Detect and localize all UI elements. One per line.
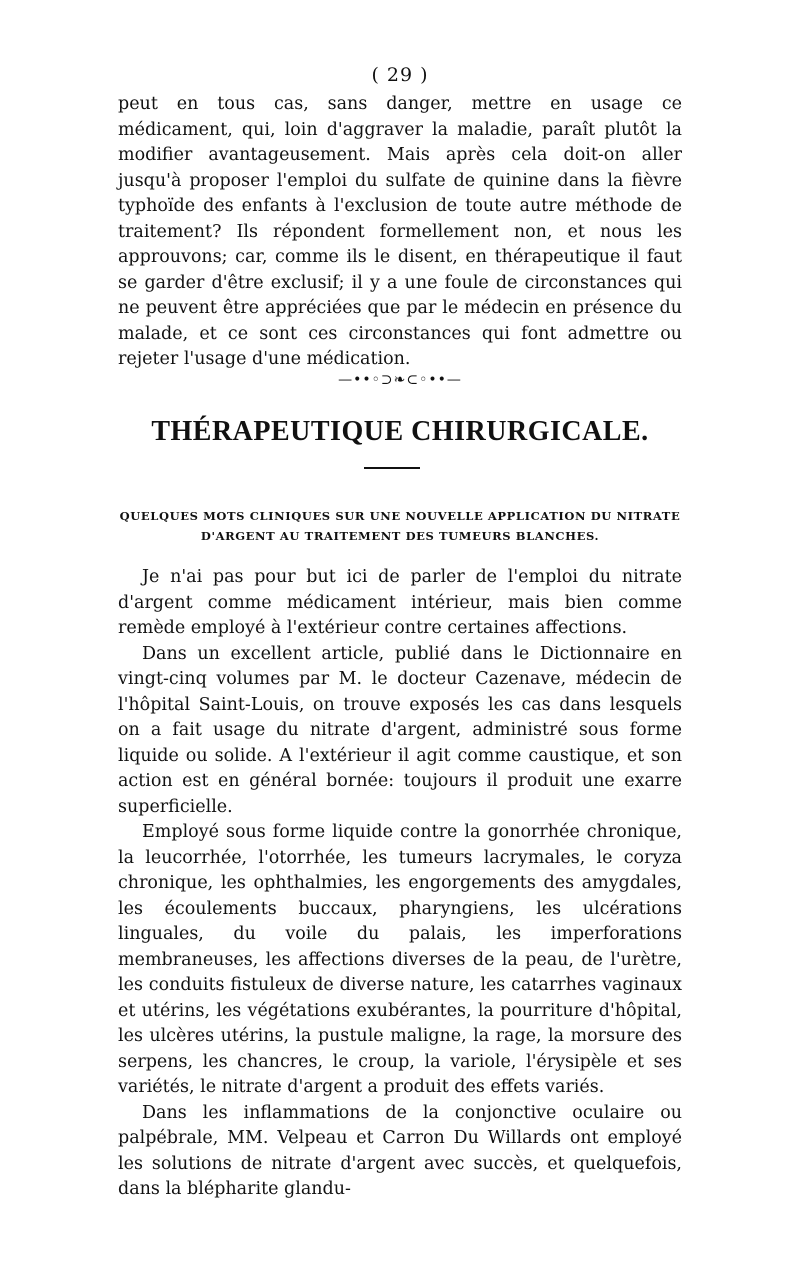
- ornament-divider: —••◦⊃❧⊂◦••—: [338, 372, 462, 388]
- body-paragraph: Employé sous forme liquide contre la gonorrhée chronique, la leucorrhée, l'otorrhée, les tumeurs lacrymales, le coryza chronique, les ophthalmies, les engorgements des amygdales, les écoulements buccaux, pharyngiens, les ulcérations linguales, du voile du palais, les imperforations membraneuses, les affections diverses de la peau, de l'urètre, les conduits fistuleux de diverse nature, les catarrhes vaginaux et utérins, les végétations exubérantes, la pourriture d'hôpital, les ulcères utérins, la pustule maligne, la rage, la morsure des serpens, les chancres, le croup, la variole, l'érysipèle et ses variétés, le nitrate d'argent a produit des effets variés.: [118, 822, 682, 1097]
- subtitle-line: QUELQUES MOTS CLINIQUES SUR UNE NOUVELLE APPLICATION DU NITRATE: [119, 509, 681, 523]
- title-rule: [364, 467, 420, 469]
- article-subtitle: [118, 506, 682, 546]
- intro-section: [118, 92, 682, 373]
- subtitle-line: D'ARGENT AU TRAITEMENT DES TUMEURS BLANCHES.: [200, 529, 600, 543]
- article-body: [118, 565, 682, 1203]
- body-paragraph: Dans les inflammations de la conjonctive oculaire ou palpébrale, MM. Velpeau et Carron Du Willards ont employé les solutions de nitrate d'argent avec succès, et quelquefois, dans la blépharite glandu-: [118, 1102, 682, 1199]
- intro-paragraph: peut en tous cas, sans danger, mettre en usage ce médicament, qui, loin d'aggraver la maladie, paraît plutôt la modifier avantageusement. Mais après cela doit-on aller jusqu'à proposer l'emploi du sulfate de quinine dans la fièvre typhoïde des enfants à l'exclusion de toute autre méthode de traitement? Ils répondent formellement non, et nous les approuvons; car, comme ils le disent, en thérapeutique il faut se garder d'être exclusif; il y a une foule de circonstances qui ne peuvent être appréciées que par le médecin en présence du malade, et ce sont ces circonstances qui font admettre ou rejeter l'usage d'une médication.: [118, 94, 682, 369]
- body-paragraph: Dans un excellent article, publié dans le Dictionnaire en vingt-cinq volumes par M. le docteur Cazenave, médecin de l'hôpital Saint-Louis, on trouve exposés les cas dans lesquels on a fait usage du nitrate d'argent, administré sous forme liquide ou solide. A l'extérieur il agit comme caustique, et son action est en général bornée: toujours il produit une exarre superficielle.: [118, 643, 682, 817]
- body-paragraph: Je n'ai pas pour but ici de parler de l'emploi du nitrate d'argent comme médicament intérieur, mais bien comme remède employé à l'extérieur contre certaines affections.: [118, 567, 682, 638]
- page-number: ( 29 ): [371, 64, 429, 86]
- section-title: THÉRAPEUTIQUE CHIRURGICALE.: [151, 416, 649, 447]
- page: [118, 0, 682, 1262]
